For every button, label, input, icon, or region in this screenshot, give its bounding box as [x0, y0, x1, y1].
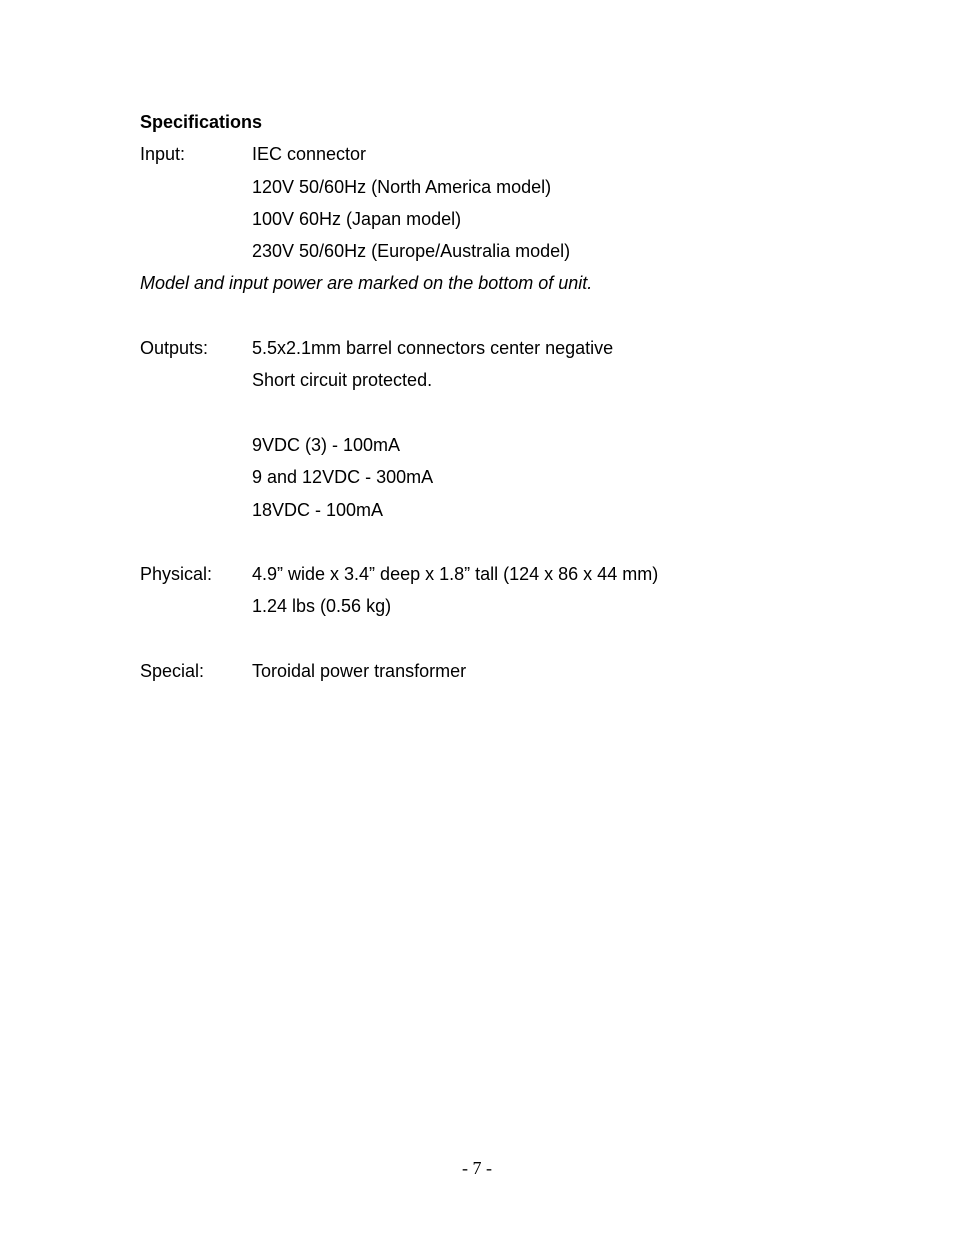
spec-row-output-rating — [140, 461, 840, 493]
spec-label-outputs: Outputs: — [140, 338, 209, 359]
spec-row-input-line — [140, 171, 840, 203]
spec-row-output-rating — [140, 494, 840, 526]
spec-value: 120V 50/60Hz (North America model) — [252, 176, 552, 197]
output-rating: 9 and 12VDC - 300mA — [252, 467, 434, 488]
spec-value: Short circuit protected. — [252, 370, 433, 391]
input-note: Model and input power are marked on the bottom of unit. — [140, 273, 593, 294]
output-rating: 9VDC (3) - 100mA — [252, 434, 401, 455]
spec-row-special — [140, 655, 840, 687]
spec-value: 100V 60Hz (Japan model) — [252, 208, 462, 229]
spec-row-outputs-line — [140, 364, 840, 396]
spec-row-physical-line — [140, 590, 840, 622]
spec-row-input-line — [140, 235, 840, 267]
spec-value: 1.24 lbs (0.56 kg) — [252, 596, 392, 617]
spec-row-input — [140, 138, 840, 170]
page-number: - 7 - — [462, 1158, 492, 1178]
specifications-section — [140, 106, 840, 687]
spec-value: 4.9” wide x 3.4” deep x 1.8” tall (124 x 86 x 44 mm) — [252, 564, 659, 585]
spec-row-output-rating — [140, 429, 840, 461]
spec-value: Toroidal power transformer — [252, 661, 467, 682]
spec-label-physical: Physical: — [140, 564, 213, 585]
spec-row-input-line — [140, 203, 840, 235]
output-rating: 18VDC - 100mA — [252, 499, 384, 520]
spec-label-special: Special: — [140, 661, 205, 682]
spec-row-physical — [140, 558, 840, 590]
spec-value: IEC connector — [252, 144, 367, 165]
spec-label-input: Input: — [140, 144, 186, 165]
section-heading: Specifications — [140, 112, 263, 132]
spec-row-outputs — [140, 332, 840, 364]
spec-value: 230V 50/60Hz (Europe/Australia model) — [252, 241, 571, 262]
spec-value: 5.5x2.1mm barrel connectors center negative — [252, 338, 614, 359]
